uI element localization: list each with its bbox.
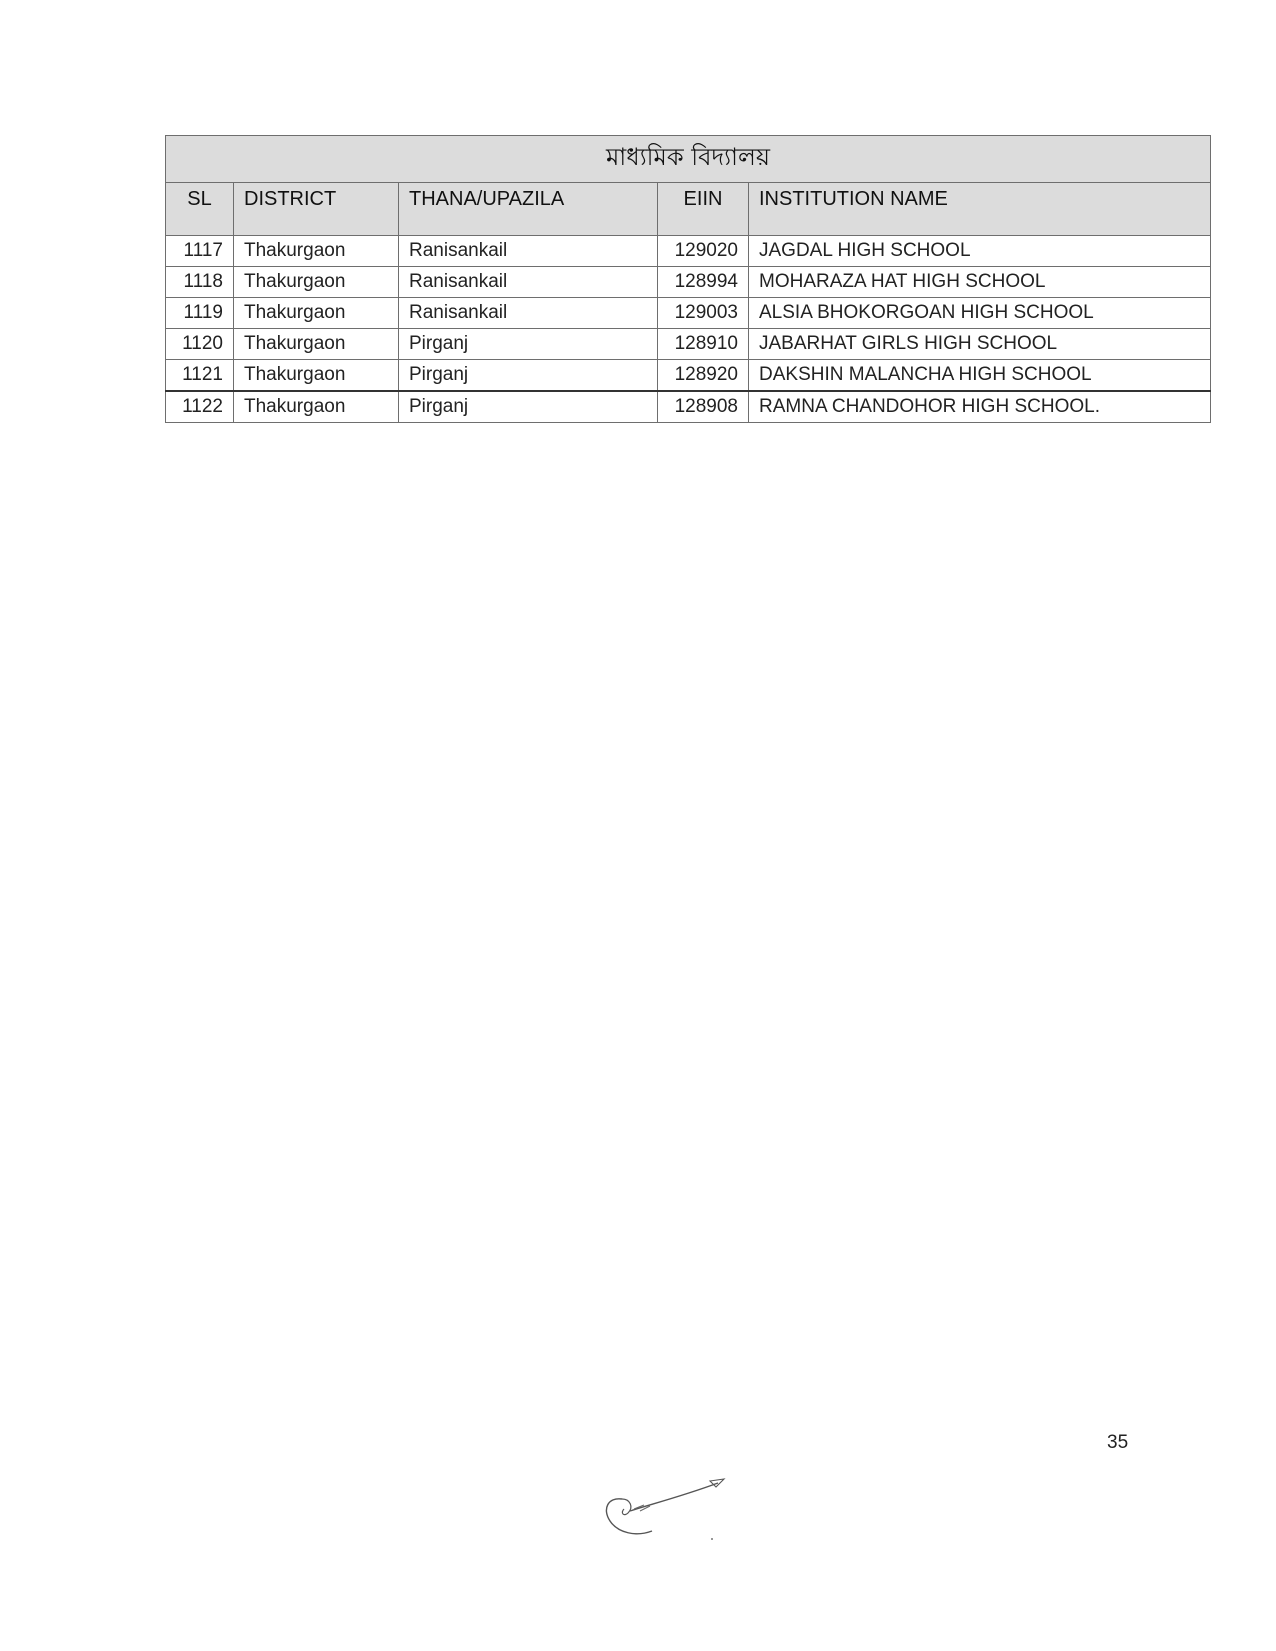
table-row bbox=[166, 267, 1211, 298]
header-sl: SL bbox=[166, 183, 234, 236]
signature-icon bbox=[600, 1475, 740, 1545]
page-number: 35 bbox=[1107, 1432, 1129, 1453]
cell-institution: JABARHAT GIRLS HIGH SCHOOL bbox=[749, 329, 1211, 360]
cell-eiin: 129020 bbox=[658, 236, 749, 267]
cell-thana: Pirganj bbox=[399, 329, 658, 360]
header-district: DISTRICT bbox=[234, 183, 399, 236]
cell-district: Thakurgaon bbox=[234, 267, 399, 298]
cell-institution: RAMNA CHANDOHOR HIGH SCHOOL. bbox=[749, 391, 1211, 423]
cell-eiin: 128908 bbox=[658, 391, 749, 423]
cell-eiin: 128994 bbox=[658, 267, 749, 298]
cell-district: Thakurgaon bbox=[234, 391, 399, 423]
cell-thana: Ranisankail bbox=[399, 298, 658, 329]
cell-sl: 1120 bbox=[166, 329, 234, 360]
cell-eiin: 128920 bbox=[658, 360, 749, 392]
header-institution: INSTITUTION NAME bbox=[749, 183, 1211, 236]
cell-sl: 1119 bbox=[166, 298, 234, 329]
table-title: মাধ্যমিক বিদ্যালয় bbox=[166, 136, 1211, 183]
table-row bbox=[166, 298, 1211, 329]
school-list-table bbox=[165, 135, 1211, 423]
cell-eiin: 129003 bbox=[658, 298, 749, 329]
cell-institution: JAGDAL HIGH SCHOOL bbox=[749, 236, 1211, 267]
cell-district: Thakurgaon bbox=[234, 360, 399, 392]
cell-district: Thakurgaon bbox=[234, 236, 399, 267]
cell-district: Thakurgaon bbox=[234, 298, 399, 329]
header-thana: THANA/UPAZILA bbox=[399, 183, 658, 236]
cell-sl: 1122 bbox=[166, 391, 234, 423]
cell-eiin: 128910 bbox=[658, 329, 749, 360]
cell-sl: 1121 bbox=[166, 360, 234, 392]
table-row bbox=[166, 360, 1211, 392]
cell-thana: Pirganj bbox=[399, 391, 658, 423]
table-row bbox=[166, 329, 1211, 360]
table-row bbox=[166, 236, 1211, 267]
cell-sl: 1117 bbox=[166, 236, 234, 267]
cell-institution: ALSIA BHOKORGOAN HIGH SCHOOL bbox=[749, 298, 1211, 329]
table-row bbox=[166, 391, 1211, 423]
cell-thana: Ranisankail bbox=[399, 236, 658, 267]
cell-thana: Pirganj bbox=[399, 360, 658, 392]
table-title-row bbox=[166, 136, 1211, 183]
header-eiin: EIIN bbox=[658, 183, 749, 236]
cell-institution: MOHARAZA HAT HIGH SCHOOL bbox=[749, 267, 1211, 298]
cell-institution: DAKSHIN MALANCHA HIGH SCHOOL bbox=[749, 360, 1211, 392]
cell-thana: Ranisankail bbox=[399, 267, 658, 298]
cell-sl: 1118 bbox=[166, 267, 234, 298]
table-header-row bbox=[166, 183, 1211, 236]
cell-district: Thakurgaon bbox=[234, 329, 399, 360]
